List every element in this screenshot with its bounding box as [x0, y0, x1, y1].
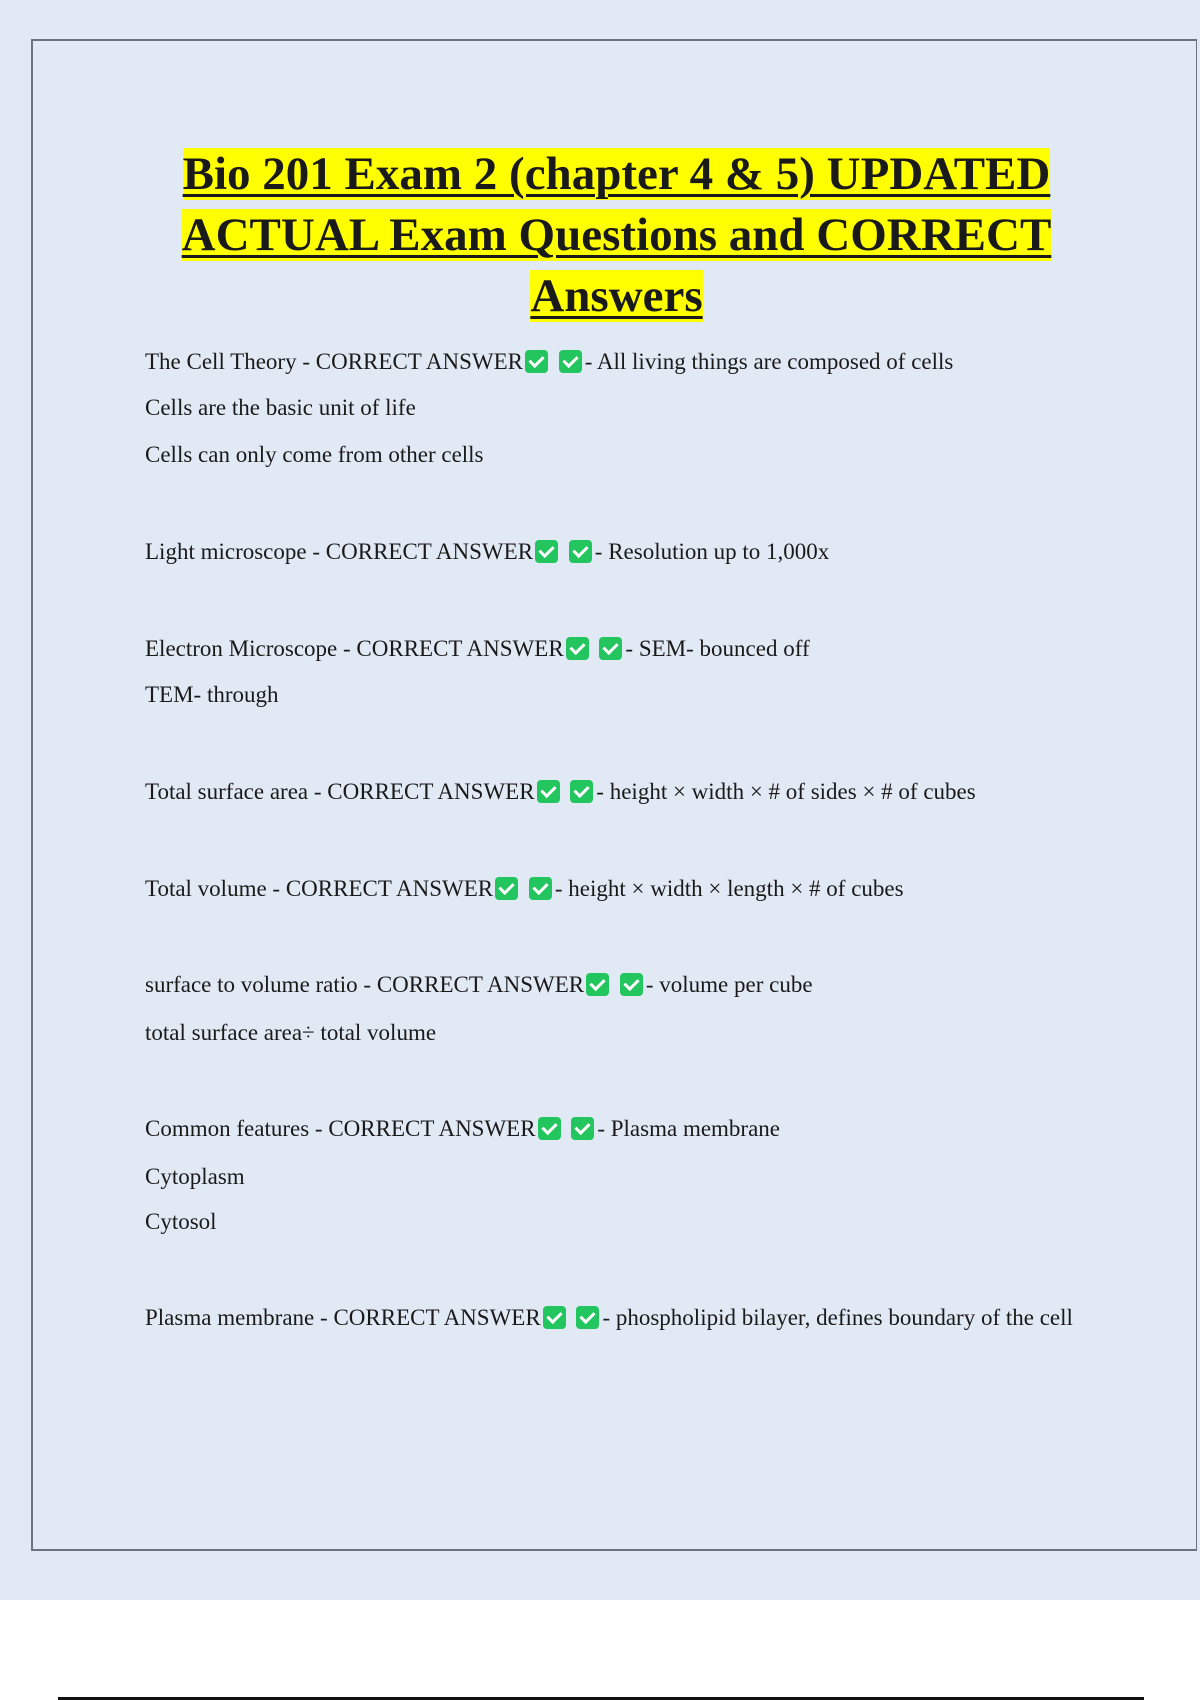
qa-item: surface to volume ratio - CORRECT ANSWER - volume per cube — [145, 972, 813, 997]
qa-extra-line: total surface area÷ total volume — [145, 1020, 437, 1045]
qa-term: surface to volume ratio — [145, 972, 358, 997]
qa-extra-line: Cells can only come from other cells — [145, 442, 484, 467]
check-mark-icon — [537, 780, 560, 803]
answer-marker: CORRECT ANSWER — [333, 1305, 541, 1330]
answer-marker: CORRECT ANSWER — [315, 349, 524, 374]
qa-term: Total volume — [145, 876, 267, 901]
answer-marker: CORRECT ANSWER — [376, 972, 585, 997]
qa-answer: height × width × length × # of cubes — [568, 876, 904, 901]
check-mark-icon — [570, 780, 593, 803]
check-mark-icon — [535, 540, 558, 563]
qa-term: Electron Microscope — [145, 636, 338, 661]
qa-term: Total surface area — [145, 779, 309, 804]
check-mark-icon — [529, 877, 552, 900]
check-mark-icon — [559, 350, 582, 373]
check-mark-icon — [495, 877, 518, 900]
check-mark-icon — [569, 540, 592, 563]
check-mark-icon — [538, 1117, 561, 1140]
qa-answer: All living things are composed of cells — [596, 349, 954, 374]
qa-item: Light microscope - CORRECT ANSWER - Resolution up to 1,000x — [145, 539, 830, 564]
qa-answer: height × width × # of sides × # of cubes — [609, 779, 976, 804]
check-mark-icon — [571, 1117, 594, 1140]
qa-answer: Plasma membrane — [610, 1116, 781, 1141]
document-title-text: Bio 201 Exam 2 (chapter 4 & 5) UPDATED ACTUAL Exam Questions and CORRECT Answers — [181, 148, 1052, 322]
qa-item: Total surface area - CORRECT ANSWER - height × width × # of sides × # of cubes — [145, 779, 976, 804]
qa-item: Common features - CORRECT ANSWER - Plasma membrane — [145, 1116, 781, 1141]
check-mark-icon — [586, 973, 609, 996]
check-mark-icon — [620, 973, 643, 996]
qa-answer: phospholipid bilayer, defines boundary of the cell — [615, 1305, 1073, 1330]
qa-term: Light microscope — [145, 539, 307, 564]
qa-item: Total volume - CORRECT ANSWER - height × width × length × # of cubes — [145, 876, 904, 901]
qa-answer: SEM- bounced off — [638, 636, 810, 661]
qa-answer: volume per cube — [659, 972, 813, 997]
answer-marker: CORRECT ANSWER — [356, 636, 564, 661]
qa-term: The Cell Theory — [145, 349, 297, 374]
check-mark-icon — [525, 350, 548, 373]
qa-term: Common features — [145, 1116, 310, 1141]
qa-item: Plasma membrane - CORRECT ANSWER - phospholipid bilayer, defines boundary of the cell — [145, 1305, 1073, 1330]
qa-extra-line: Cytosol — [145, 1209, 217, 1234]
answer-marker: CORRECT ANSWER — [325, 539, 534, 564]
qa-term: Plasma membrane — [145, 1305, 315, 1330]
check-mark-icon — [543, 1306, 566, 1329]
qa-answer: Resolution up to 1,000x — [608, 539, 830, 564]
check-mark-icon — [576, 1306, 599, 1329]
answer-marker: CORRECT ANSWER — [285, 876, 494, 901]
answer-marker: CORRECT ANSWER — [328, 1116, 536, 1141]
check-mark-icon — [599, 637, 622, 660]
qa-extra-line: TEM- through — [145, 682, 279, 707]
qa-extra-line: Cells are the basic unit of life — [145, 395, 416, 420]
answer-marker: CORRECT ANSWER — [327, 779, 535, 804]
check-mark-icon — [566, 637, 589, 660]
qa-item: The Cell Theory - CORRECT ANSWER - All living things are composed of cells — [145, 349, 954, 374]
qa-extra-line: Cytoplasm — [145, 1164, 245, 1189]
qa-item: Electron Microscope - CORRECT ANSWER - SEM- bounced off — [145, 636, 810, 661]
document-title — [120, 144, 1113, 327]
